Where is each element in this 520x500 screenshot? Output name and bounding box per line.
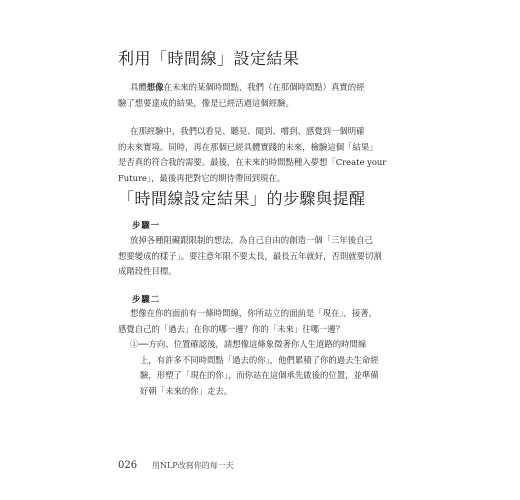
numbered-item-line: ①──方向、位置確認後，請想像這條象徵著你人生道路的時間線 (130, 339, 367, 350)
paragraph-line: 驗了想要達成的結果，像是已經活過這個經驗。 (118, 97, 294, 108)
step-two-text (118, 306, 396, 400)
page-footer (118, 460, 234, 471)
paragraph-line: 放掉各種阻礙跟限制的想法，為自己自由的創造一個「三年後自己 (130, 235, 373, 245)
numbered-item-line: 好朝「未來的你」走去。 (140, 385, 233, 396)
step-one-text (118, 233, 396, 280)
step-one-label: 步驟一 (132, 220, 161, 230)
emphasis-imagine: 想像 (146, 82, 164, 92)
paragraph-line (118, 80, 396, 96)
text-run: 具體 (130, 82, 147, 92)
paragraph-line: 在那經驗中，我們以看見、聽見、聞到、嚐到、感覺到一個明確 (130, 126, 365, 136)
paragraph-imagine-future (118, 80, 396, 111)
paragraph-line: 想像在你的面前有一條時間線，你所站立的面前是「現在」，接著， (130, 308, 378, 318)
paragraph-line: Future」，最後再把對它的期待帶回到現在。 (118, 172, 286, 183)
step-two-label: 步驟二 (132, 294, 161, 304)
section-title-timeline-results: 利用「時間線」設定結果 (118, 49, 300, 68)
paragraph-line: 是否真的符合我的需要。最後，在未來的時間點種入夢想「Create your (118, 157, 387, 168)
paragraph-line: 感覺自己的「過去」在你的哪一邊？你的「未來」往哪一邊？ (118, 323, 345, 334)
paragraph-line: 成階段性目標。 (118, 266, 177, 277)
numbered-item-line: 上，有許多不同時間點「過去的你」，他們累積了你的過去生命經 (140, 354, 379, 365)
book-title: 用NLP改寫你的每一天 (152, 461, 234, 470)
paragraph-line: 的未來實境。同時，再在那個已經具體實踐的未來，檢驗這個「結果」 (118, 141, 378, 152)
page-number: 026 (118, 460, 138, 471)
text-run: 在未來的某個時間點，我們（在那個時間點）真實的經 (163, 82, 365, 92)
numbered-item-line: 驗，形塑了「現在的你」，而你站在這個承先啟後的位置，並準備 (140, 370, 379, 381)
paragraph-line: 想要變成的樣子」。要注意年限不要太長，最長五年就好，否則就要切割 (118, 250, 382, 261)
section-title-steps: 「時間線設定結果」的步驟與提醒 (118, 189, 366, 208)
paragraph-future-experience (118, 124, 396, 186)
